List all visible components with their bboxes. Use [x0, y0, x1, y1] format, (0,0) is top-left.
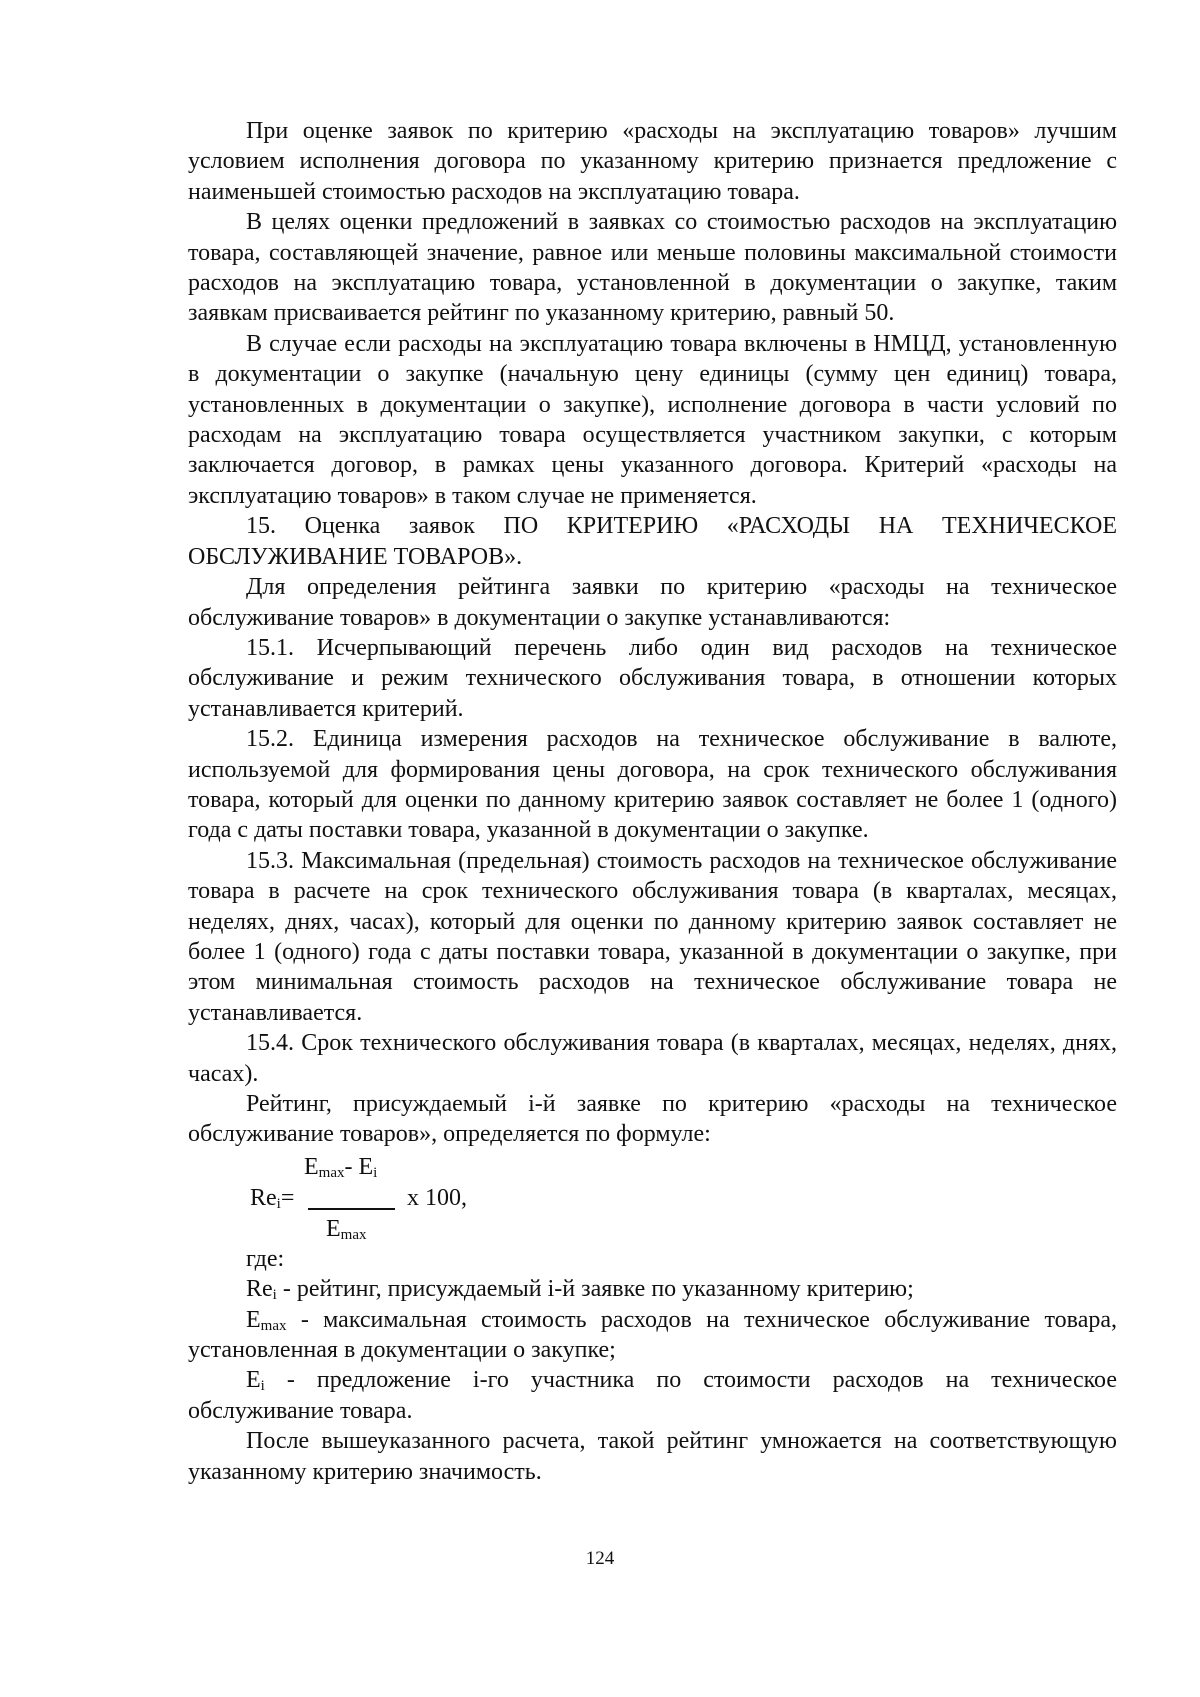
item-15-1: 15.1. Исчерпывающий перечень либо один вид расходов на техническое обслуживание и режим технического обслуживания товара, в отношении которых устанавливается критерий. — [188, 634, 1117, 722]
section-15-heading: 15. Оценка заявок ПО КРИТЕРИЮ «РАСХОДЫ НА ТЕХНИЧЕСКОЕ ОБСЛУЖИВАНИЕ ТОВАРОВ». — [188, 513, 1117, 570]
rating-formula — [188, 1150, 1117, 1244]
formula-numerator: $E_{max}-$ $E_i$ — [304, 1153, 378, 1181]
fraction-bar — [308, 1208, 395, 1210]
paragraph-3: В случае если расходы на эксплуатацию товара включены в НМЦД, установленную в документации о закупке (начальную цену единицы (сумму цен единиц) товара, установленных в документации о закупке), исполнение договора в части условий по расходам на эксплуатацию товара осуществляется участником закупки, с которым заключается договор, в рамках цены указанного договора. Критерий «расходы на эксплуатацию товаров» в таком случае не применяется. — [188, 330, 1117, 509]
formula-lhs: $Re_i=$ — [250, 1184, 295, 1212]
item-15-3: 15.3. Максимальная (предельная) стоимость расходов на техническое обслуживание товара в расчете на срок технического обслуживания товара (в кварталах, месяцах, неделях, днях, часах), который для оценки по данному критерию заявок составляет не более 1 (одного) года с даты поставки товара, указанной в документации о закупке, при этом минимальная стоимость расходов на техническое обслуживание товара не устанавливается. — [188, 847, 1117, 1026]
paragraph-2: В целях оценки предложений в заявках со стоимостью расходов на эксплуатацию товара, составляющей значение, равное или меньше половины максимальной стоимости расходов на эксплуатацию товара, установленной в документации о закупке, таким заявкам присваивается рейтинг по указанному критерию, равный 50. — [188, 209, 1117, 327]
paragraph-5: Для определения рейтинга заявки по критерию «расходы на техническое обслуживание товаров» в документации о закупке устанавливаются: — [188, 574, 1117, 631]
item-15-4: 15.4. Срок технического обслуживания товара (в кварталах, месяцах, неделях, днях, часах). — [188, 1030, 1117, 1087]
paragraph-1: При оценке заявок по критерию «расходы на эксплуатацию товаров» лучшим условием исполнения договора по указанному критерию признается предложение с наименьшей стоимостью расходов на эксплуатацию товара. — [188, 118, 1117, 205]
definition-emax: $E_{max}$ - максимальная стоимость расходов на техническое обслуживание товара, установленная в документации о закупке; — [188, 1306, 1117, 1364]
definition-ei: $E_i$ - предложение i-го участника по стоимости расходов на техническое обслуживание товара. — [188, 1367, 1117, 1424]
paragraph-11: После вышеуказанного расчета, такой рейтинг умножается на соответствующую указанному критерию значимость. — [188, 1428, 1117, 1485]
formula-denominator: $E_{max}$ — [326, 1215, 367, 1243]
formula-multiplier: x 100, — [407, 1184, 467, 1211]
page-number: 124 — [585, 1548, 615, 1569]
where-label: где: — [246, 1245, 285, 1272]
definition-re: $Re_i$ - рейтинг, присуждаемый i-й заявке по указанному критерию; — [246, 1276, 914, 1304]
item-15-2: 15.2. Единица измерения расходов на техническое обслуживание в валюте, используемой для формирования цены договора, на срок технического обслуживания товара, который для оценки по данному критерию заявок составляет не более 1 (одного) года с даты поставки товара, указанной в документации о закупке. — [188, 726, 1117, 844]
paragraph-10: Рейтинг, присуждаемый i-й заявке по критерию «расходы на техническое обслуживание товаров», определяется по формуле: — [188, 1091, 1117, 1148]
document-page — [188, 116, 1117, 1487]
